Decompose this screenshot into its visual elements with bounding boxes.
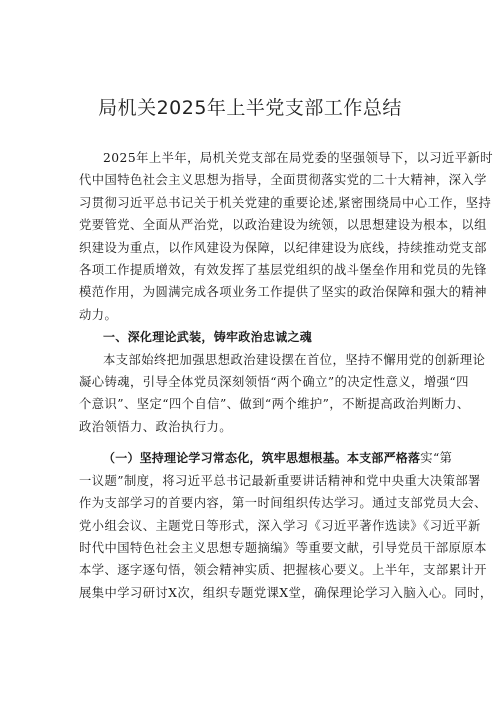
subsection-line: 党小组会议、主题党日等形式，深入学习《习近平著作选读》《习近平新: [79, 518, 481, 533]
section-heading: 一、深化理论武装，铸牢政治忠诚之魂: [103, 330, 313, 345]
intro-line: 织建设为重点，以作风建设为保障，以纪律建设为底线，持续推动党支部: [79, 240, 487, 255]
subsection-line: 时代中国特色社会主义思想专题摘编》等重要文献，引导党员干部原原本: [79, 540, 487, 555]
section-line: 凝心铸魂，引导全体党员深刻领悟“两个确立”的决定性意义，增强“四: [79, 375, 469, 390]
intro-line: 代中国特色社会主义思想为指导，全面贯彻落实党的二十大精神，深入学: [79, 173, 487, 188]
intro-line: 动力。: [79, 307, 118, 322]
section-line: 政治领悟力、政治执行力。: [79, 419, 232, 434]
subsection-heading-continuation: 实“第: [420, 451, 453, 466]
intro-line: 各项工作提质增效，有效发挥了基层党组织的战斗堡垒作用和党员的先锋: [79, 263, 487, 278]
spacer: [79, 438, 425, 447]
subsection-line: 本学、逐字逐句悟，领会精神实质、把握核心要义。上半年，支部累计开: [79, 563, 487, 578]
intro-line: 党要管党、全面从严治党，以政治建设为统领，以思想建设为根本，以组: [79, 218, 487, 233]
section-line: 本支部始终把加强思想政治建设摆在首位，坚持不懈用党的创新理论: [103, 352, 486, 367]
intro-line: 习贯彻习近平总书记关于机关党建的重要论述,紧密围绕局中心工作，坚持: [79, 195, 492, 210]
section-line: 个意识”、坚定“四个自信”、做到“两个维护”，不断提高政治判断力、: [79, 397, 470, 412]
document-body: [79, 147, 494, 604]
subsection-line: 展集中学习研讨X次，组织专题党课X堂，确保理论学习入脑入心。同时，: [79, 585, 493, 600]
subsection-first-line: [79, 447, 453, 469]
intro-line: 2025年上半年，局机关党支部在局党委的坚强领导下，以习近平新时: [103, 151, 494, 165]
document-title: 局机关2025年上半党支部工作总结: [98, 97, 402, 119]
subsection-heading: （一）坚持理论学习常态化，筑牢思想根基。本支部严格落: [103, 451, 421, 466]
subsection-line: 作为支部学习的首要内容，第一时间组织传达学习。通过支部党员大会、: [79, 496, 487, 511]
intro-line: 模范作用，为圆满完成各项业务工作提供了坚实的政治保障和强大的精神: [79, 285, 487, 300]
subsection-line: 一议题”制度，将习近平总书记最新重要讲话精神和党中央重大决策部署: [79, 473, 481, 488]
